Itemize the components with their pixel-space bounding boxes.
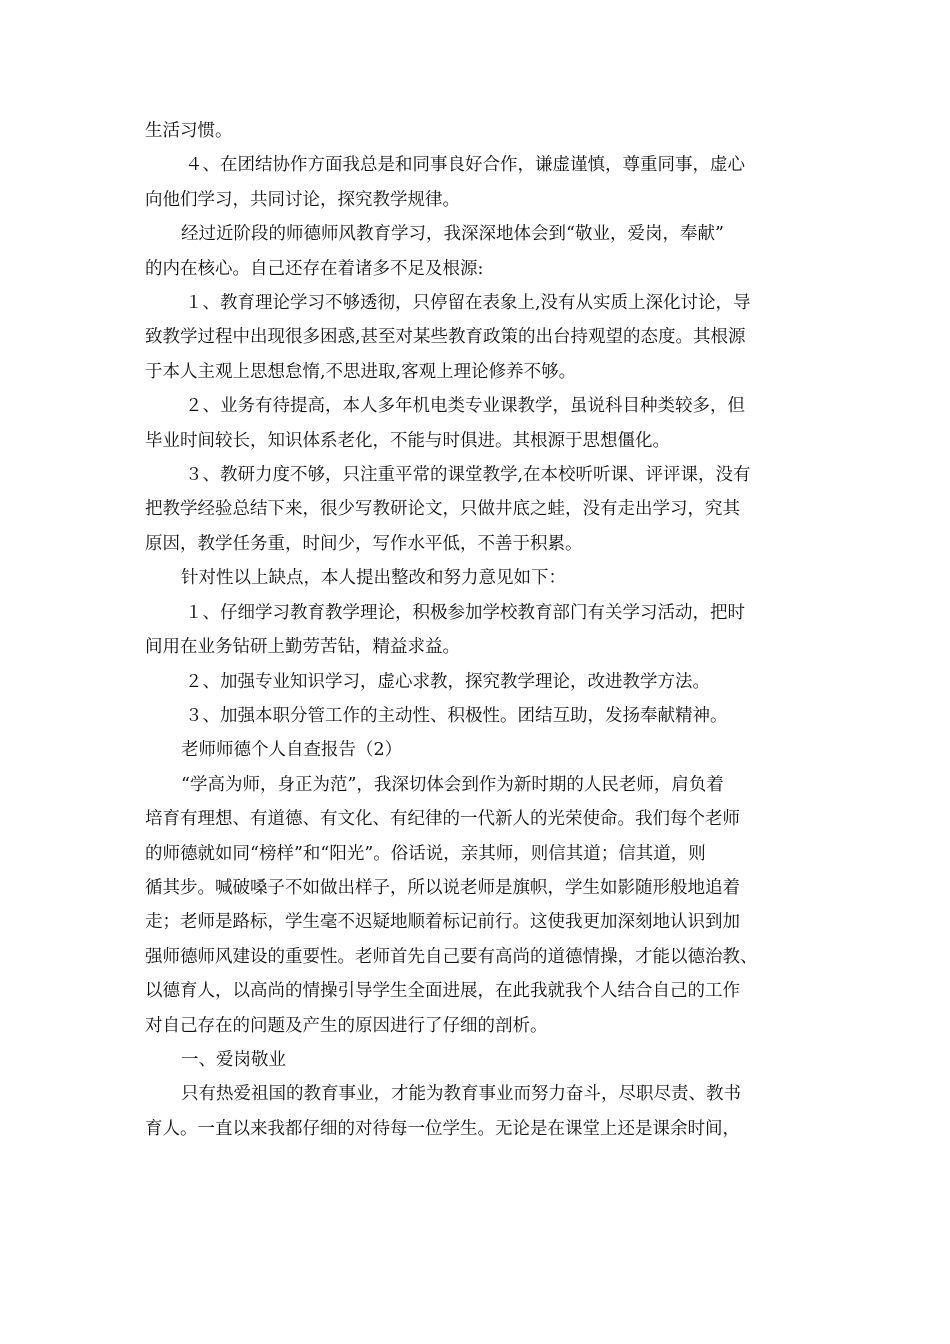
- text-line: 把教学经验总结下来，很少写教研论文，只做井底之蛙，没有走出学习，究其: [145, 499, 740, 520]
- text-line: １、仔细学习教育教学理论，积极参加学校教育部门有关学习活动，把时: [185, 602, 745, 623]
- text-line: 于本人主观上思想怠惰,不思进取,客观上理论修养不够。: [145, 361, 577, 382]
- text-line: 以德育人，以高尚的情操引导学生全面进展，在此我就我个人结合自己的工作: [145, 981, 740, 1002]
- text-line: ３、教研力度不够，只注重平常的课堂教学,在本校听听课、评评课，没有: [185, 465, 751, 486]
- section-heading: 老师师德个人自查报告（2）: [181, 740, 403, 761]
- text-line: 间用在业务钻研上勤劳苦钻，精益求益。: [145, 637, 460, 658]
- text-line: ２、加强专业知识学习，虚心求教，探究教学理论，改进教学方法。: [185, 671, 710, 692]
- text-line: 循其步。喊破嗓子不如做出样子，所以说老师是旗帜，学生如影随形般地追着: [145, 877, 740, 898]
- text-line: 致教学过程中出现很多困惑,甚至对某些教育政策的出台持观望的态度。其根源: [145, 327, 746, 348]
- text-line: 对自己存在的问题及产生的原因进行了仔细的剖析。: [145, 1015, 548, 1036]
- text-line: 培育有理想、有道德、有文化、有纪律的一代新人的光荣使命。我们每个老师: [145, 809, 740, 830]
- text-line: 的师德就如同“榜样”和“阳光”。俗话说，亲其师，则信其道；信其道，则: [145, 843, 706, 864]
- text-line: ３、加强本职分管工作的主动性、积极性。团结互助，发扬奉献精神。: [185, 705, 728, 726]
- text-line: １、教育理论学习不够透彻，只停留在表象上,没有从实质上深化讨论，导: [185, 293, 751, 314]
- text-line: 生活习惯。: [145, 121, 233, 141]
- document-body: [145, 114, 815, 1146]
- text-line: ４、在团结协作方面我总是和同事良好合作，谦虚谨慎，尊重同事，虚心: [185, 155, 745, 176]
- text-line: 走；老师是路标，学生毫不迟疑地顺着标记前行。这使我更加深刻地认识到加: [145, 912, 740, 933]
- text-line: 强师德师风建设的重要性。老师首先自己要有高尚的道德情操，才能以德治教、: [145, 946, 758, 967]
- text-line: 向他们学习，共同讨论，探究教学规律。: [145, 189, 460, 210]
- text-line: 针对性以上缺点，本人提出整改和努力意见如下：: [181, 568, 566, 589]
- text-line: 原因，教学任务重，时间少，写作水平低，不善于积累。: [145, 533, 583, 554]
- text-line: “学高为师，身正为范”，我深切体会到作为新时期的人民老师，肩负着: [181, 774, 724, 795]
- text-line: ２、业务有待提高，本人多年机电类专业课教学，虽说科目种类较多，但: [185, 396, 745, 417]
- text-line: 只有热爱祖国的教育事业，才能为教育事业而努力奋斗，尽职尽责、教书: [181, 1084, 741, 1105]
- text-line: 毕业时间较长，知识体系老化，不能与时俱进。其根源于思想僵化。: [145, 430, 670, 451]
- text-line: 育人。一直以来我都仔细的对待每一位学生。无论是在课堂上还是课余时间，: [145, 1118, 740, 1139]
- text-line: 的内在核心。自己还存在着诸多不足及根源:: [145, 258, 484, 279]
- subheading: 一、爱岗敬业: [181, 1049, 286, 1070]
- text-line: 经过近阶段的师德师风教育学习，我深深地体会到“敬业，爱岗，奉献”: [181, 224, 724, 245]
